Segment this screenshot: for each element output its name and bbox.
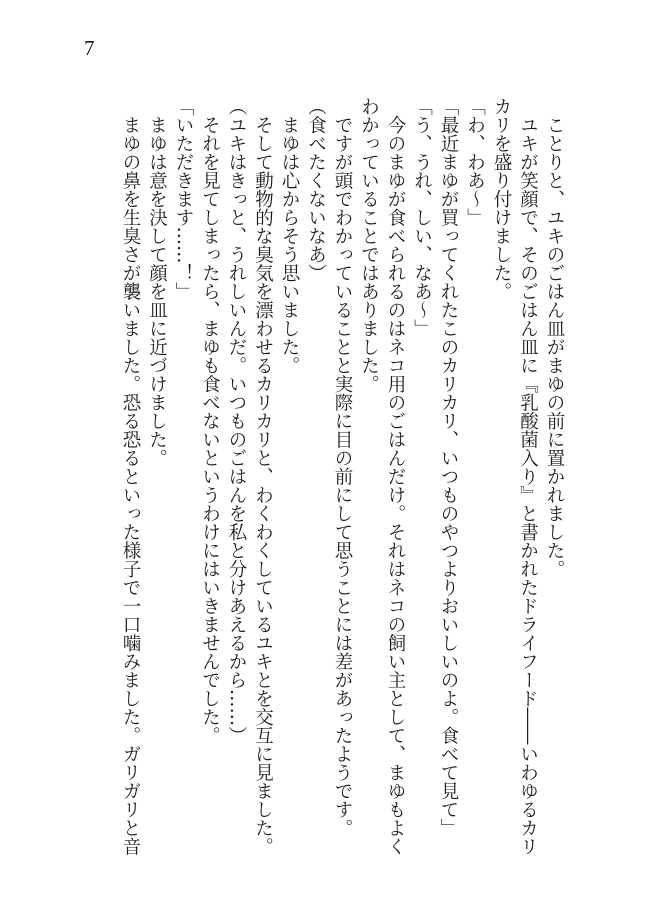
text-line: まゆは心からそう思いました。	[279, 97, 300, 375]
text-line: まゆは意を決して顔を皿に近づけました。	[146, 97, 168, 467]
text-line: そして動物的な臭気を漂わせるカリカリと、わくわくしているユキとを交互に見ました。	[252, 97, 274, 856]
text-line: 「いただきます……！」	[173, 97, 194, 301]
text-line: それを見てしまったら、まゆも食べないというわけにはいきませんでした。	[199, 97, 221, 745]
text-line: ですが頭でわかっていることと実際に目の前にして思うことには差があったようです。	[332, 97, 353, 837]
text-line: まゆの鼻を生臭さが襲いました。恐る恐るといった様子で一口噛みました。ガリガリと音	[120, 97, 141, 856]
text-line: 「う、うれ、しい、なあ〜」	[411, 97, 433, 338]
body-text	[117, 97, 568, 857]
text-line: 「わ、わあ〜」	[464, 97, 486, 227]
text-line: 「最近まゆが買ってくれたこのカリカリ、いつものやつよりおいしいのよ。食べて見て」	[438, 97, 459, 837]
text-line: （ユキはきっと、うれしいんだ。いつものごはんを私と分けあえるから……）	[226, 97, 247, 745]
text-line: ユキが笑顔で、そのごはん皿に『乳酸菌入り』と書かれたドライフード――いわゆるカリ	[517, 97, 539, 856]
page-number: 7	[84, 36, 95, 60]
text-line: カリを盛り付けました。	[491, 97, 512, 301]
text-line: 今のまゆが食べられるのはネコ用のごはんだけ。それはネコの飼い主として、まゆもよく	[385, 97, 406, 856]
text-line: わかっていることではありました。	[358, 97, 380, 393]
text-line: （食べたくないなあ）	[305, 97, 327, 282]
text-line: ことりと、ユキのごはん皿がまゆの前に置かれました。	[544, 97, 565, 578]
